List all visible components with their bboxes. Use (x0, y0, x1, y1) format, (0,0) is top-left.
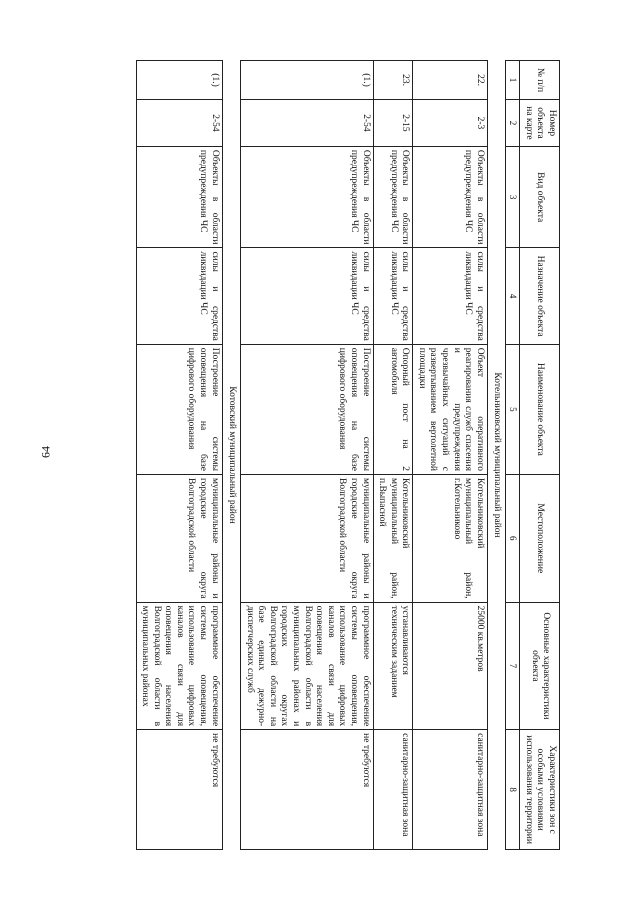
header-cell: № п/п (520, 61, 560, 100)
column-number-row (506, 61, 520, 850)
column-number: 2 (506, 100, 520, 147)
column-number: 1 (506, 61, 520, 100)
header-row (520, 61, 560, 850)
zone-characteristics: не требуются (241, 730, 373, 850)
object-purpose: силы и средства ликвидации ЧС (373, 248, 413, 344)
section-row (487, 61, 506, 850)
header-cell: Номер объекта на карте (520, 100, 560, 147)
object-name: Опорный пост на 2 автомобиля (373, 344, 413, 474)
object-location: Котельниковский муниципальный район, г.Котельниково (413, 474, 487, 602)
column-number: 7 (506, 602, 520, 730)
section-row (222, 61, 241, 850)
object-characteristics: программное обеспечение системы оповещения, использование цифровых каналов связи для оповещения населения Волгоградской области в муниципальных районах и городских округах Волгоградской области на базе единых дежурно-диспетчерских служб (241, 602, 373, 730)
object-location: Котельниковский муниципальный район, п.Выпасной (373, 474, 413, 602)
map-number: 2-15 (373, 100, 413, 147)
row-number: (1.) (241, 61, 373, 100)
table-row (241, 61, 373, 850)
section-title: Котовский муниципальный район (222, 61, 241, 850)
section-title: Котельниковский муниципальный район (487, 61, 506, 850)
objects-table (136, 60, 560, 850)
page-number: 64 (38, 446, 53, 458)
object-name: Объект оперативного реагирования служб спасения и предупреждения чрезвычайных ситуаций с развертыванием вертолетной площадки (413, 344, 487, 474)
object-characteristics: устанавливаются техническим заданием (373, 602, 413, 730)
header-cell: Основные характеристики объекта (520, 602, 560, 730)
header-cell: Наименование объекта (520, 344, 560, 474)
header-cell: Характеристики зон с особыми условиями использования территории (520, 730, 560, 850)
object-name: Построение системы оповещения на базе цифрового оборудования (241, 344, 373, 474)
zone-characteristics: санитарно-защитная зона (413, 730, 487, 850)
table-row (413, 61, 487, 850)
object-location: муниципальные районы и городские округа Волгоградской области (241, 474, 373, 602)
object-characteristics: программное обеспечение системы оповещения, использование цифровых каналов связи для оповещения населения Волгоградской области в муниципальных районах (136, 602, 222, 730)
object-kind: Объекты в области предупреждения ЧС (136, 146, 222, 248)
table-row (136, 61, 222, 850)
zone-characteristics: санитарно-защитная зона (373, 730, 413, 850)
column-number: 3 (506, 146, 520, 248)
object-kind: Объекты в области предупреждения ЧС (413, 146, 487, 248)
rotated-table-sheet (90, 60, 560, 850)
row-number: (1.) (136, 61, 222, 100)
map-number: 2-54 (241, 100, 373, 147)
header-cell: Вид объекта (520, 146, 560, 248)
row-number: 22. (413, 61, 487, 100)
header-cell: Местоположение (520, 474, 560, 602)
column-number: 6 (506, 474, 520, 602)
column-number: 8 (506, 730, 520, 850)
table-row (373, 61, 413, 850)
header-cell: Назначение объекта (520, 248, 560, 344)
object-kind: Объекты в области предупреждения ЧС (373, 146, 413, 248)
object-location: муниципальные районы и городские округа Волгоградской области (136, 474, 222, 602)
column-number: 5 (506, 344, 520, 474)
row-number: 23. (373, 61, 413, 100)
zone-characteristics: не требуются (136, 730, 222, 850)
object-name: Построение системы оповещения на базе цифрового оборудования (136, 344, 222, 474)
object-characteristics: 25000 кв.метров (413, 602, 487, 730)
object-kind: Объекты в области предупреждения ЧС (241, 146, 373, 248)
object-purpose: силы и средства ликвидации ЧС (241, 248, 373, 344)
column-number: 4 (506, 248, 520, 344)
map-number: 2-54 (136, 100, 222, 147)
object-purpose: силы и средства ликвидации ЧС (136, 248, 222, 344)
map-number: 2-3 (413, 100, 487, 147)
object-purpose: силы и средства ликвидации ЧС (413, 248, 487, 344)
